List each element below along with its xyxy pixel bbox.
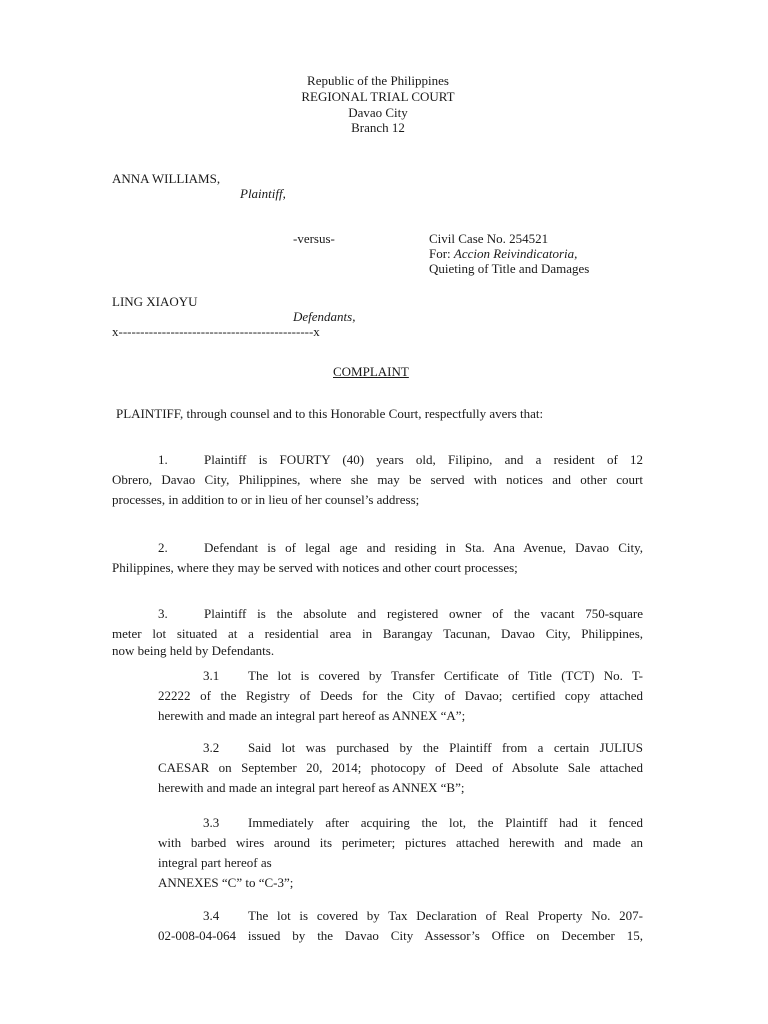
defendant-name: LING XIAOYU bbox=[112, 294, 198, 309]
paragraph-3-4-line: 02-008-04-064 issued by the Davao City Assessor’s Office on December 15, bbox=[158, 928, 643, 943]
paragraph-3-2-line: herewith and made an integral part hereof as ANNEX “B”; bbox=[158, 780, 465, 795]
paragraph-3 bbox=[112, 604, 643, 661]
paragraph-1-line: Obrero, Davao City, Philippines, where she may be served with notices and other court bbox=[112, 472, 643, 487]
paragraph-3-1-line: The lot is covered by Transfer Certificate of Title (TCT) No. T- bbox=[248, 668, 643, 683]
caption-divider: x---------------------------------------------x bbox=[112, 324, 320, 339]
case-number: Civil Case No. 254521 bbox=[429, 231, 549, 246]
versus-label: -versus- bbox=[293, 231, 335, 246]
paragraph-3-line: Plaintiff is the absolute and registered owner of the vacant 750-square bbox=[204, 606, 643, 621]
paragraph-3-1-line: 22222 of the Registry of Deeds for the City of Davao; certified copy attached bbox=[158, 688, 643, 703]
paragraph-2 bbox=[112, 538, 643, 578]
paragraph-3-4-line: The lot is covered by Tax Declaration of Real Property No. 207- bbox=[248, 908, 643, 923]
paragraph-3-1 bbox=[158, 666, 643, 726]
header-branch: Branch 12 bbox=[351, 120, 405, 135]
paragraph-3-3-number: 3.3 bbox=[203, 815, 220, 830]
case-action-name: Accion Reivindicatoria, bbox=[453, 246, 578, 261]
paragraph-3-2-line: Said lot was purchased by the Plaintiff from a certain JULIUS bbox=[248, 740, 643, 755]
paragraph-3-number: 3. bbox=[158, 606, 168, 621]
document-title: COMPLAINT bbox=[333, 364, 409, 379]
paragraph-3-4 bbox=[158, 906, 643, 946]
paragraph-3-3-line: Immediately after acquiring the lot, the Plaintiff had it fenced bbox=[248, 815, 643, 830]
paragraph-3-2-line: CAESAR on September 20, 2014; photocopy of Deed of Absolute Sale attached bbox=[158, 760, 643, 775]
paragraph-2-number: 2. bbox=[158, 540, 168, 555]
paragraph-1-line: Plaintiff is FOURTY (40) years old, Filipino, and a resident of 12 bbox=[204, 452, 643, 467]
paragraph-3-1-number: 3.1 bbox=[203, 668, 220, 683]
paragraph-3-2 bbox=[158, 738, 643, 798]
paragraph-2-line: Defendant is of legal age and residing in Sta. Ana Avenue, Davao City, bbox=[204, 540, 643, 555]
paragraph-1 bbox=[112, 450, 643, 510]
paragraph-3-3-line: with barbed wires around its perimeter; pictures attached herewith and made an bbox=[158, 835, 643, 850]
paragraph-3-line: meter lot situated at a residential area in Barangay Tacunan, Davao City, Philippines, bbox=[112, 626, 643, 641]
paragraph-2-line: Philippines, where they may be served with notices and other court processes; bbox=[112, 560, 518, 575]
case-action-line2: Quieting of Title and Damages bbox=[429, 261, 590, 276]
header-republic: Republic of the Philippines bbox=[307, 73, 449, 88]
intro-paragraph: PLAINTIFF, through counsel and to this Honorable Court, respectfully avers that: bbox=[116, 406, 544, 421]
plaintiff-role: Plaintiff, bbox=[240, 186, 286, 201]
paragraph-3-3-line: integral part hereof as bbox=[158, 855, 272, 870]
header-court: REGIONAL TRIAL COURT bbox=[301, 89, 455, 104]
plaintiff-name: ANNA WILLIAMS, bbox=[112, 171, 221, 186]
paragraph-3-4-number: 3.4 bbox=[203, 908, 220, 923]
paragraph-3-3-line: ANNEXES “C” to “C-3”; bbox=[158, 875, 294, 890]
paragraph-3-1-line: herewith and made an integral part hereof as ANNEX “A”; bbox=[158, 708, 466, 723]
paragraph-3-2-number: 3.2 bbox=[203, 740, 220, 755]
paragraph-1-number: 1. bbox=[158, 452, 168, 467]
paragraph-3-3 bbox=[158, 813, 643, 893]
header-city: Davao City bbox=[348, 105, 408, 120]
paragraph-3-line: now being held by Defendants. bbox=[112, 643, 275, 658]
paragraph-1-line: processes, in addition to or in lieu of her counsel’s address; bbox=[112, 492, 420, 507]
case-action-prefix: For: bbox=[429, 246, 454, 261]
defendant-role: Defendants, bbox=[293, 309, 356, 324]
